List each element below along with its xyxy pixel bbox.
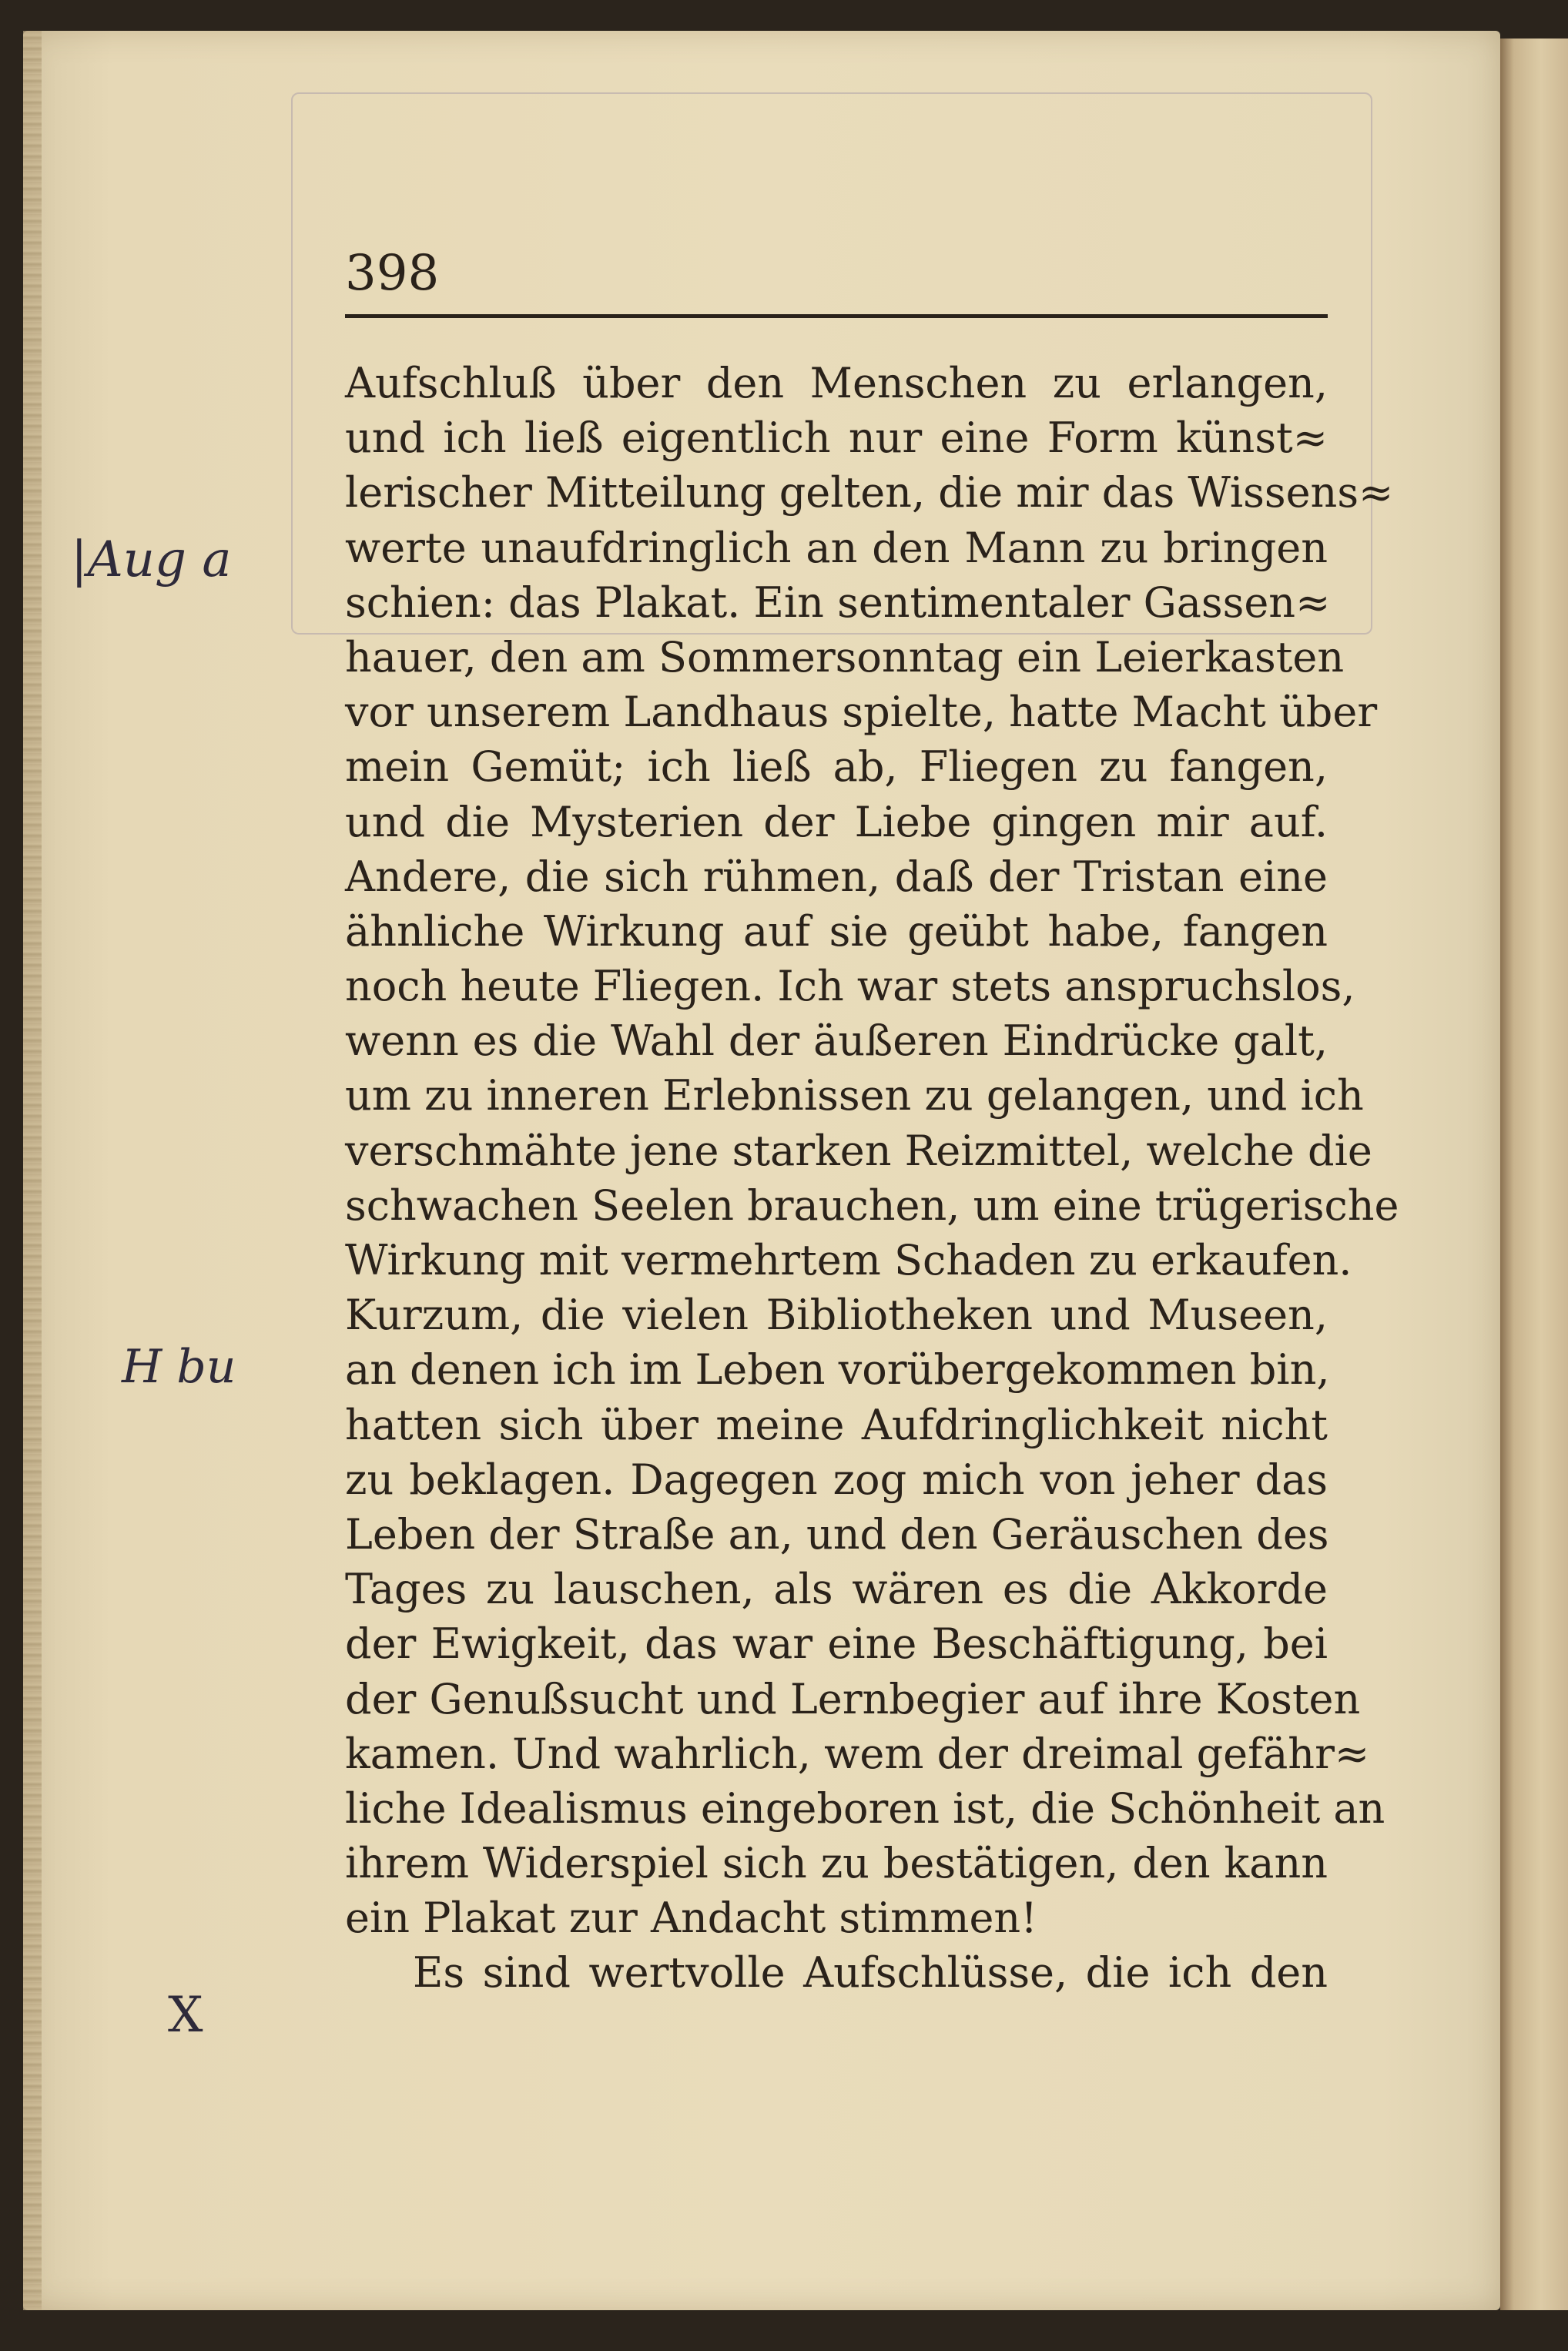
margin-note-cross: X (168, 1987, 203, 2044)
body-text (345, 356, 1399, 2001)
text-line: um zu inneren Erlebnissen zu gelangen, und ich (345, 1071, 1364, 1120)
text-line: Wirkung mit vermehrtem Schaden zu erkaufen. (345, 1236, 1352, 1284)
header-rule (345, 314, 1328, 318)
text-line: verschmähte jene starken Reizmittel, welche die (345, 1126, 1372, 1175)
text-line: der Genußsucht und Lernbegier auf ihre Kosten (345, 1674, 1361, 1723)
text-line: wenn es die Wahl der äußeren Eindrücke galt, (345, 1016, 1328, 1066)
text-line: ein Plakat zur Andacht stimmen! (345, 1894, 1037, 1943)
text-line: der Ewigkeit, das war eine Beschäftigung, bei (345, 1619, 1328, 1669)
text-line: liche Idealismus eingeboren ist, die Schönheit an (345, 1783, 1385, 1833)
text-line: schien: das Plakat. Ein sentimentaler Gassen≈ (345, 578, 1331, 627)
text-line: und ich ließ eigentlich nur eine Form künst≈ (345, 414, 1328, 463)
text-line: werte unaufdringlich an den Mann zu bringen (345, 523, 1328, 572)
text-line: Leben der Straße an, und den Geräuschen des (345, 1509, 1329, 1559)
text-line: Kurzum, die vielen Bibliotheken und Museen, (345, 1291, 1328, 1340)
text-line: lerischer Mitteilung gelten, die mir das Wissens≈ (345, 468, 1394, 517)
text-line: kamen. Und wahrlich, wem der dreimal gefähr≈ (345, 1729, 1370, 1778)
text-line: Tages zu lauschen, als wären es die Akkorde (345, 1565, 1328, 1614)
text-line: mein Gemüt; ich ließ ab, Fliegen zu fangen, (345, 742, 1328, 792)
text-line: Andere, die sich rühmen, daß der Tristan eine (345, 852, 1328, 901)
margin-note-hbu: H bu (122, 1340, 236, 1394)
text-line: noch heute Fliegen. Ich war stets anspruchslos, (345, 962, 1355, 1011)
text-line: zu beklagen. Dagegen zog mich von jeher das (345, 1455, 1328, 1504)
margin-note-auge: |Aug a (71, 531, 232, 588)
text-line: hauer, den am Sommersonntag ein Leierkasten (345, 632, 1345, 682)
page-binding-edge (23, 31, 42, 2310)
text-line: schwachen Seelen brauchen, um eine trügerische (345, 1181, 1399, 1230)
text-line: an denen ich im Leben vorübergekommen bin, (345, 1345, 1330, 1395)
text-line: ähnliche Wirkung auf sie geübt habe, fangen (345, 906, 1328, 956)
text-line: vor unserem Landhaus spielte, hatte Macht über (345, 688, 1378, 737)
next-page-edge (1500, 39, 1568, 2310)
text-line: Es sind wertvolle Aufschlüsse, die ich den (413, 1948, 1328, 1998)
page-number: 398 (345, 245, 440, 302)
text-line: Aufschluß über den Menschen zu erlangen, (345, 359, 1328, 407)
text-line: ihrem Widerspiel sich zu bestätigen, den kann (345, 1839, 1328, 1888)
text-line: hatten sich über meine Aufdringlichkeit nicht (345, 1400, 1328, 1449)
text-line: und die Mysterien der Liebe gingen mir auf. (345, 797, 1328, 846)
